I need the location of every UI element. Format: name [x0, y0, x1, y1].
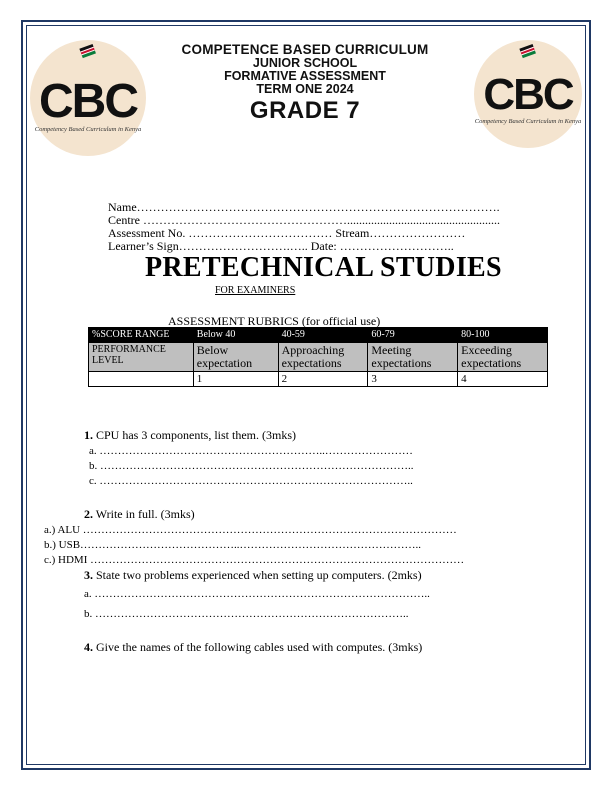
subject-title: PRETECHNICAL STUDIES: [145, 252, 502, 283]
rubric-cell: 2: [278, 372, 368, 387]
rubric-title: ASSESSMENT RUBRICS (for official use): [168, 314, 381, 328]
answer-line[interactable]: a.) ALU …………………………………………………………………………………………: [44, 524, 457, 536]
rubric-cell: Approaching expectations: [278, 343, 368, 372]
rubric-cell: 1: [193, 372, 278, 387]
rubric-cell: Below expectation: [193, 343, 278, 372]
sign-date-field[interactable]: Learner’s Sign……………………….….. Date: ………………………..: [108, 240, 454, 253]
rubric-cell: PERFORMANCE LEVEL: [89, 343, 194, 372]
answer-line[interactable]: b. …………………………………………………………………………..: [89, 460, 414, 472]
question-number: 2.: [84, 507, 93, 521]
answer-line[interactable]: b.) USB……………………………………..…………………………………………..: [44, 539, 422, 551]
rubric-cell: 80-100: [458, 328, 548, 343]
answer-line[interactable]: c.) HDMI …………………………………………………………………………………………: [44, 554, 465, 566]
learner-info: [108, 201, 548, 253]
rubric-cell: Meeting expectations: [368, 343, 458, 372]
header-line-3: FORMATIVE ASSESSMENT: [224, 69, 386, 83]
cbc-logo-left: [30, 40, 146, 156]
question-text: CPU has 3 components, list them. (3mks): [96, 428, 296, 442]
kenya-flag-icon: [79, 44, 96, 60]
question-2: [84, 508, 195, 521]
rubric-cell: %SCORE RANGE: [89, 328, 194, 343]
question-number: 3.: [84, 568, 93, 582]
name-field[interactable]: Name……………………………………………………………………………….: [108, 201, 500, 214]
question-number: 4.: [84, 640, 93, 654]
question-1: [84, 429, 296, 442]
rubric-cell: 4: [458, 372, 548, 387]
document-header: [140, 43, 470, 125]
header-line-4: TERM ONE 2024: [256, 82, 354, 96]
answer-line[interactable]: c. …………………………………………………………………………..: [89, 475, 413, 487]
question-text: Write in full. (3mks): [95, 507, 195, 521]
logo-caption: Competency Based Curriculum in Kenya: [34, 126, 142, 133]
header-line-1: COMPETENCE BASED CURRICULUM: [181, 42, 429, 57]
performance-level-row: [89, 343, 548, 372]
rubric-cell: 3: [368, 372, 458, 387]
centre-field[interactable]: Centre ……………………………………………...................................................: [108, 214, 500, 227]
grade-title: GRADE 7: [249, 97, 361, 124]
answer-line[interactable]: a. ………………………………………………………………………………..: [84, 588, 430, 600]
question-3: [84, 569, 422, 582]
question-text: Give the names of the following cables used with computes. (3mks): [96, 640, 423, 654]
kenya-flag-icon: [519, 44, 536, 60]
logo-caption: Competency Based Curriculum in Kenya: [474, 118, 582, 125]
assessment-rubric-table: [88, 327, 548, 387]
rubric-cell: Below 40: [193, 328, 278, 343]
header-line-2: JUNIOR SCHOOL: [252, 56, 358, 70]
answer-line[interactable]: a. ……………………………………………………..……………………: [89, 445, 413, 457]
logo-text: CBC: [483, 70, 573, 119]
level-number-row: [89, 372, 548, 387]
question-text: State two problems experienced when setting up computers. (2mks): [96, 568, 422, 582]
rubric-cell: [89, 372, 194, 387]
logo-text: CBC: [39, 75, 137, 128]
rubric-cell: Exceeding expectations: [458, 343, 548, 372]
assessment-stream-field[interactable]: Assessment No. ……………………………… Stream……………………: [108, 227, 466, 240]
rubric-cell: 40-59: [278, 328, 368, 343]
answer-line[interactable]: b. …………………………………………………………………………..: [84, 608, 409, 620]
cbc-logo-right: [474, 40, 582, 148]
rubric-cell: 60-79: [368, 328, 458, 343]
question-4: [84, 641, 422, 654]
score-range-row: [89, 328, 548, 343]
question-number: 1.: [84, 428, 93, 442]
for-examiners-label: FOR EXAMINERS: [215, 285, 296, 296]
